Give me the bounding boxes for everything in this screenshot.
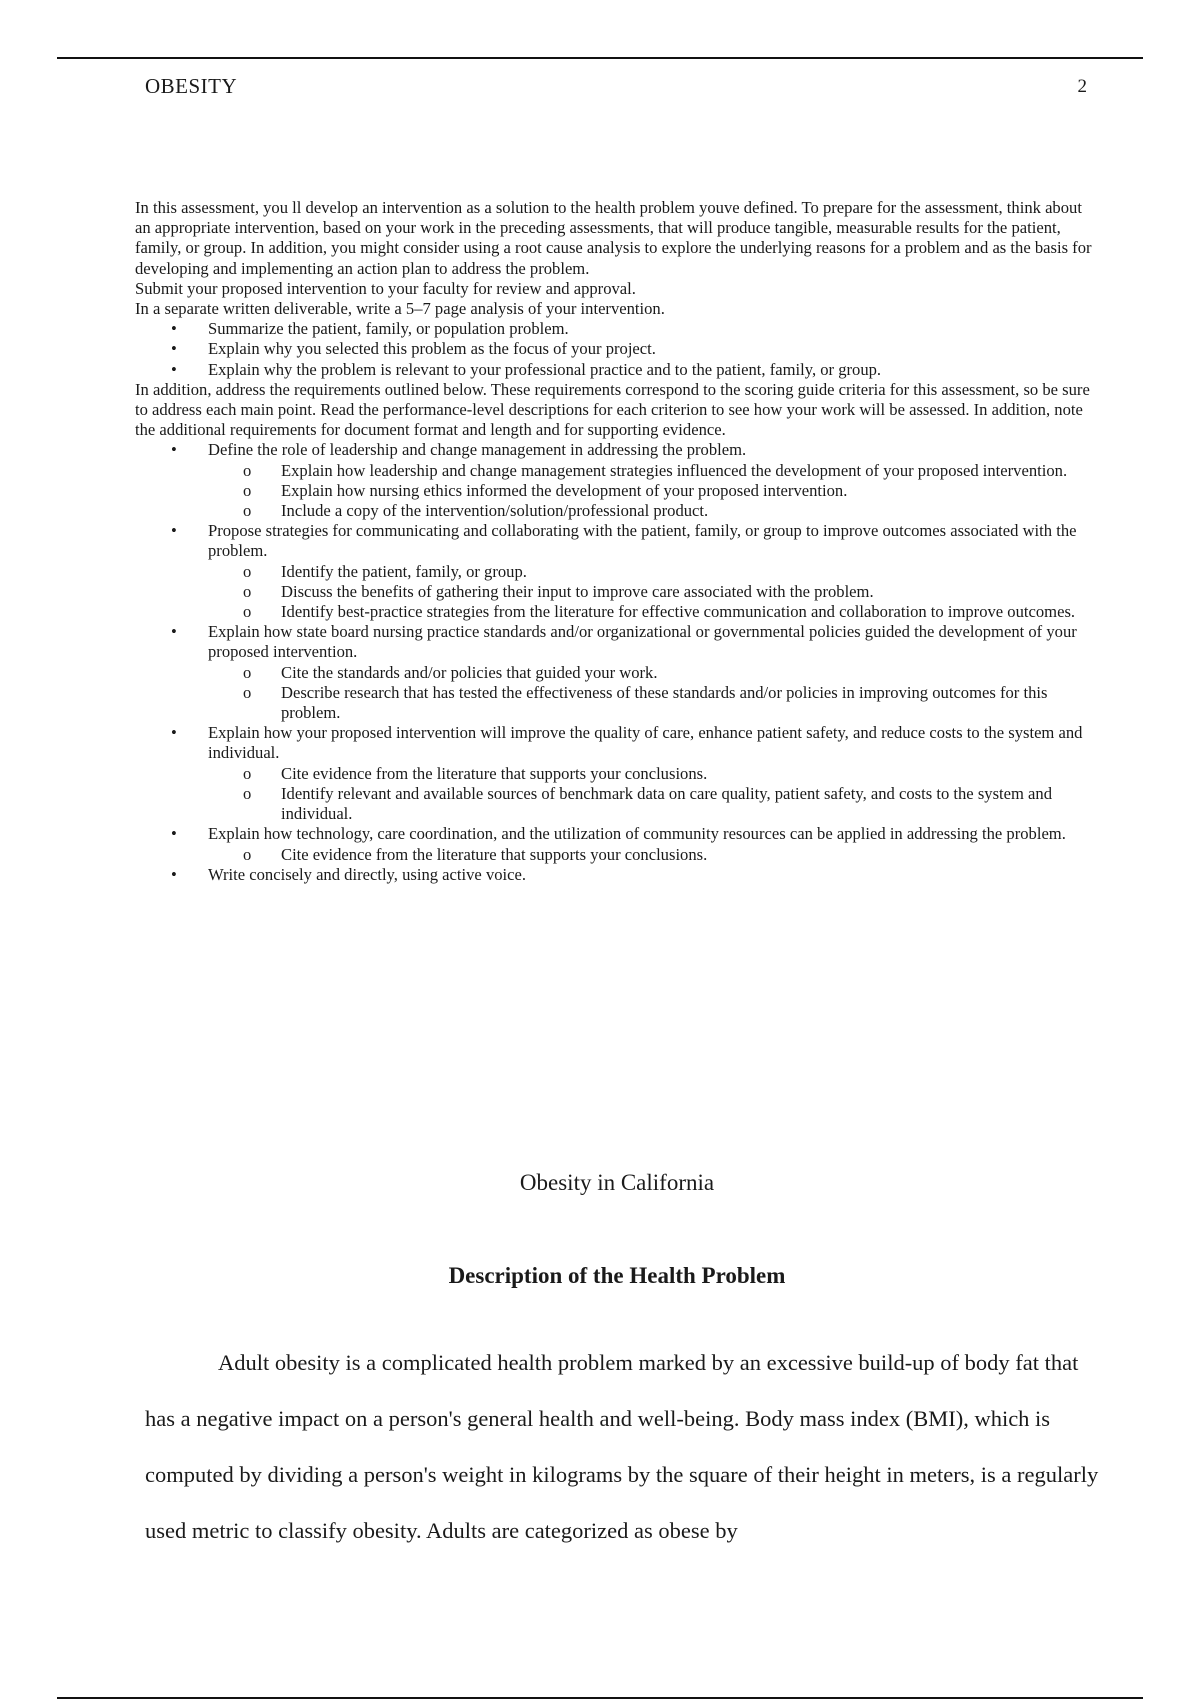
requirement-sublist <box>208 764 1095 825</box>
requirement-item <box>135 521 1095 622</box>
instructions-intro: In this assessment, you ll develop an intervention as a solution to the health problem youve defined. To prepare for the assessment, think about an appropriate intervention, based on your work in the preceding assessments, that will produce tangible, measurable results for the patient, family, or group. In addition, you might consider using a root cause analysis to explore the underlying reasons for a problem and as the basis for developing and implementing an action plan to address the problem. <box>135 198 1092 278</box>
summary-item: • Explain why the problem is relevant to your professional practice and to the patient, family, or group. <box>135 360 1095 380</box>
running-head: OBESITY <box>145 74 238 98</box>
requirement-sublist <box>208 461 1095 522</box>
summary-item: • Summarize the patient, family, or population problem. <box>135 319 1095 339</box>
summary-item: • Explain why you selected this problem as the focus of your project. <box>135 339 1095 359</box>
requirement-subitem: o Cite evidence from the literature that supports your conclusions. <box>208 764 1095 784</box>
requirement-subitem: o Cite the standards and/or policies that guided your work. <box>208 663 1095 683</box>
instructions-deliverable: In a separate written deliverable, write a 5–7 page analysis of your intervention. <box>135 299 665 319</box>
requirements-intro: In addition, address the requirements outlined below. These requirements correspond to the scoring guide criteria for this assessment, so be sure to address each main point. Read the performance-level descriptions for each criterion to see how your work will be assessed. In addition, note the additional requirements for document format and length and for supporting evidence. <box>135 379 1090 440</box>
body-paragraph: Adult obesity is a complicated health problem marked by an excessive build-up of body fat that has a negative impact on a person's general health and well-being. Body mass index (BMI), which is computed by dividing a person's weight in kilograms by the square of their height in meters, is a regularly used metric to classify obesity. Adults are categorized as obese by <box>145 1350 1099 1543</box>
page-number: 2 <box>1077 76 1087 97</box>
requirement-sublist <box>208 845 1095 865</box>
section-heading: Description of the Health Problem <box>448 1263 786 1288</box>
requirement-item <box>135 622 1095 723</box>
requirements-list <box>135 440 1095 884</box>
requirement-subitem: o Explain how leadership and change management strategies influenced the development of your proposed intervention. <box>208 461 1095 481</box>
requirement-subitem: o Discuss the benefits of gathering their input to improve care associated with the problem. <box>208 582 1095 602</box>
requirement-text: Explain how technology, care coordination, and the utilization of community resources can be applied in addressing the problem. <box>208 824 1066 844</box>
footer-rule <box>57 1697 1143 1699</box>
header-rule <box>57 57 1143 59</box>
paper-title: Obesity in California <box>519 1170 715 1195</box>
requirement-subitem: o Cite evidence from the literature that supports your conclusions. <box>208 845 1095 865</box>
requirement-text: Define the role of leadership and change management in addressing the problem. <box>208 440 747 460</box>
requirement-text: Explain how state board nursing practice standards and/or organizational or governmental policies guided the development of your proposed intervention. <box>208 622 1077 662</box>
assessment-instructions <box>135 198 1095 885</box>
requirement-sublist <box>208 562 1095 623</box>
summary-list <box>135 319 1095 380</box>
requirement-subitem: o Identify best-practice strategies from the literature for effective communication and collaboration to improve outcomes. <box>208 602 1095 622</box>
requirement-item <box>135 440 1095 521</box>
requirement-subitem: o Identify the patient, family, or group. <box>208 562 1095 582</box>
requirement-item: • Write concisely and directly, using active voice. <box>135 865 1095 885</box>
requirement-subitem: o Identify relevant and available sources of benchmark data on care quality, patient safety, and costs to the system and individual. <box>208 784 1095 824</box>
requirement-subitem: o Include a copy of the intervention/solution/professional product. <box>208 501 1095 521</box>
requirement-item <box>135 824 1095 864</box>
requirement-subitem: o Describe research that has tested the effectiveness of these standards and/or policies in improving outcomes for this problem. <box>208 683 1095 723</box>
instructions-submit: Submit your proposed intervention to your faculty for review and approval. <box>135 278 636 298</box>
requirement-sublist <box>208 663 1095 724</box>
requirement-subitem: o Explain how nursing ethics informed the development of your proposed intervention. <box>208 481 1095 501</box>
requirement-item <box>135 723 1095 824</box>
requirement-text: Explain how your proposed intervention will improve the quality of care, enhance patient safety, and reduce costs to the system and individual. <box>208 723 1083 763</box>
requirement-text: Propose strategies for communicating and collaborating with the patient, family, or group to improve outcomes associated with the problem. <box>208 521 1077 561</box>
